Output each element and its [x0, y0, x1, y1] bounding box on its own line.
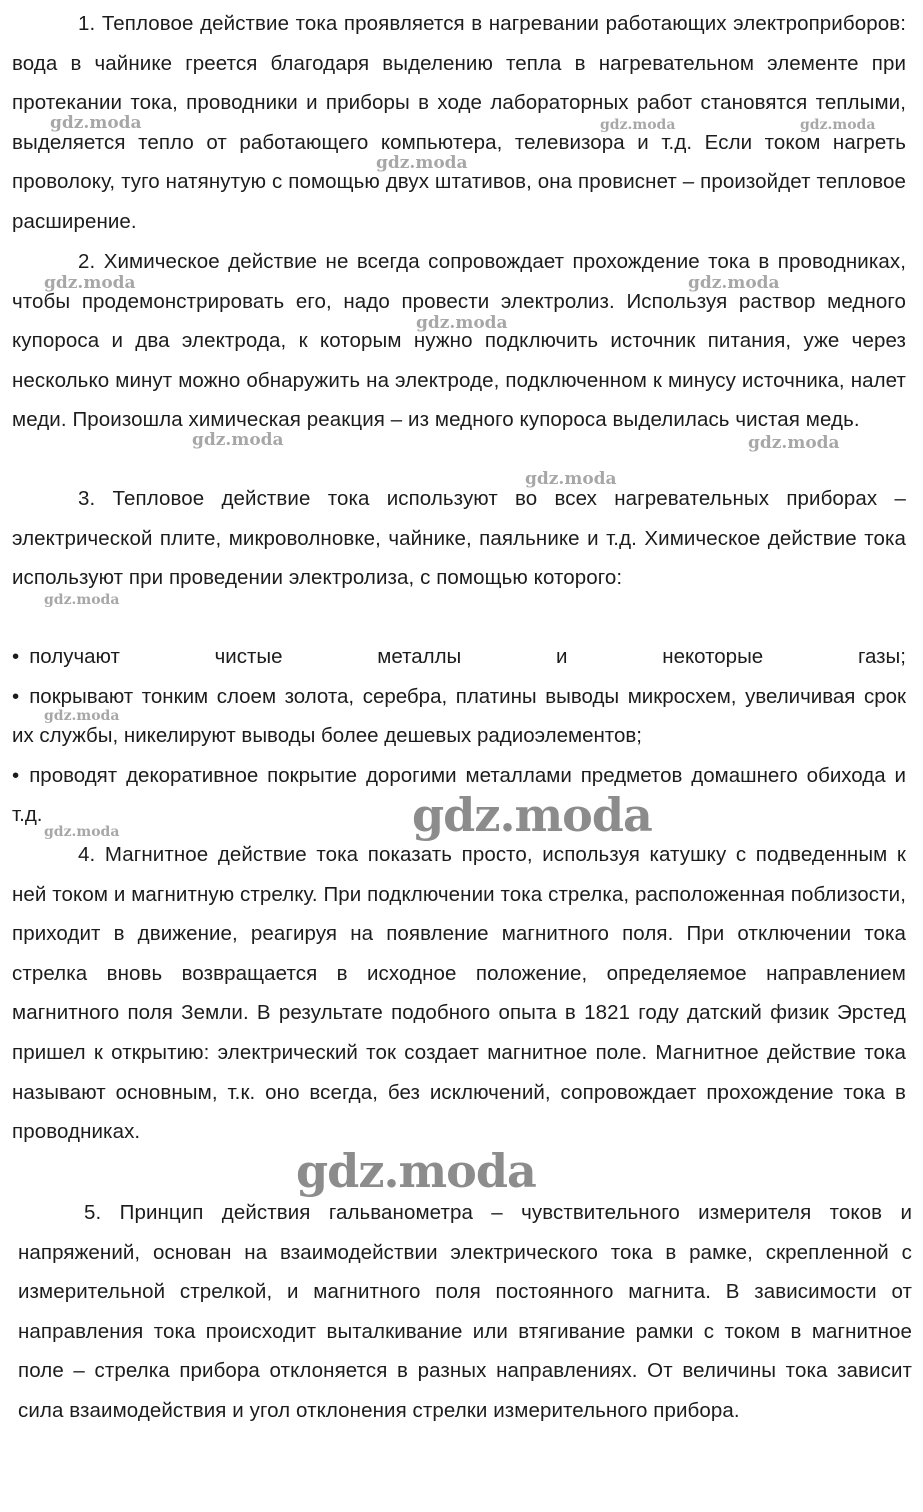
watermark: gdz.moda — [525, 469, 617, 489]
watermark: gdz.moda — [44, 273, 136, 293]
list-item-text: покрывают тонким слоем золота, серебра, платины выводы микросхем, увеличивая срок их службы, никелируют выводы более дешевых радиоэлементов; — [12, 684, 906, 748]
list-item — [12, 677, 906, 756]
bullet-symbol: • — [12, 645, 20, 668]
paragraph-5-text: 5. Принцип действия гальванометра – чувствительного измерителя токов и напряжений, основан на взаимодействии электрического тока в рамке, скрепленной с измерительной стрелкой, и магнитного поля постоянного магнита. В зависимости от направления тока происходит выталкивание или втягивание рамки с током в магнитное поле – стрелка прибора отклоняется в разных направлениях. От величины тока зависит сила взаимодействия и угол отклонения стрелки измерительного прибора. — [18, 1201, 912, 1422]
watermark: gdz.moda — [800, 117, 876, 133]
list-item — [12, 756, 906, 835]
watermark: gdz.moda — [192, 430, 284, 450]
electrolysis-bullet-list — [12, 637, 906, 835]
watermark: gdz.moda — [50, 113, 142, 133]
bullet-symbol: • — [12, 763, 20, 787]
bullet-symbol: • — [12, 684, 20, 708]
watermark-large: gdz.moda — [296, 1144, 536, 1198]
watermark: gdz.moda — [416, 313, 508, 333]
list-item — [12, 637, 906, 677]
watermark: gdz.moda — [44, 824, 120, 840]
paragraph-magnetic-effect — [12, 835, 906, 1152]
watermark: gdz.moda — [376, 153, 468, 173]
watermark: gdz.moda — [44, 592, 120, 608]
watermark: gdz.moda — [748, 433, 840, 453]
paragraph-4-text: 4. Магнитное действие тока показать просто, используя катушку с подведенным к ней током и магнитную стрелку. При подключении тока стрелка, расположенная поблизости, приходит в движение, реагируя на появление магнитного поля. При отключении тока стрелка вновь возвращается в исходное положение, определяемое направлением магнитного поля Земли. В результате подобного опыта в 1821 году датский физик Эрстед пришел к открытию: электрический ток создает магнитное поле. Магнитное действие тока называют основным, т.к. оно всегда, без исключений, сопровождает прохождение тока в проводниках. — [12, 843, 906, 1144]
watermark: gdz.moda — [600, 117, 676, 133]
paragraph-3-text: 3. Тепловое действие тока используют во всех нагревательных приборах – электрической плите, микроволновке, чайнике, паяльнике и т.д. Химическое действие тока используют при проведении электролиза, с помощью которого: — [12, 487, 906, 590]
paragraph-chemical-effect — [12, 242, 906, 440]
list-item-text: проводят декоративное покрытие дорогими металлами предметов домашнего обихода и т.д. — [12, 763, 906, 827]
paragraph-galvanometer — [18, 1193, 912, 1431]
watermark: gdz.moda — [688, 273, 780, 293]
watermark-large: gdz.moda — [412, 788, 652, 842]
watermark: gdz.moda — [44, 708, 120, 724]
paragraph-2-text: 2. Химическое действие не всегда сопровождает прохождение тока в проводниках, чтобы продемонстрировать его, надо провести электролиз. Используя раствор медного купороса и два электрода, к которым нужно подключить источник питания, уже через несколько минут можно обнаружить на электроде, подключенном к минусу источника, налет меди. Произошла химическая реакция – из медного купороса выделилась чистая медь. — [12, 250, 906, 432]
list-item-text: получают чистые металлы и некоторые газы; — [29, 645, 906, 668]
paragraph-applications — [12, 479, 906, 598]
paragraph-1-text: 1. Тепловое действие тока проявляется в нагревании работающих электроприборов: вода в чайнике греется благодаря выделению тепла в нагревательном элементе при протекании тока, проводники и приборы в ходе лабораторных работ становятся теплыми, выделяется тепло от работающего компьютера, телевизора и т.д. Если током нагреть проволоку, туго натянутую с помощью двух штативов, она провиснет – произойдет тепловое расширение. — [12, 12, 906, 233]
paragraph-thermal-effect — [12, 4, 906, 242]
